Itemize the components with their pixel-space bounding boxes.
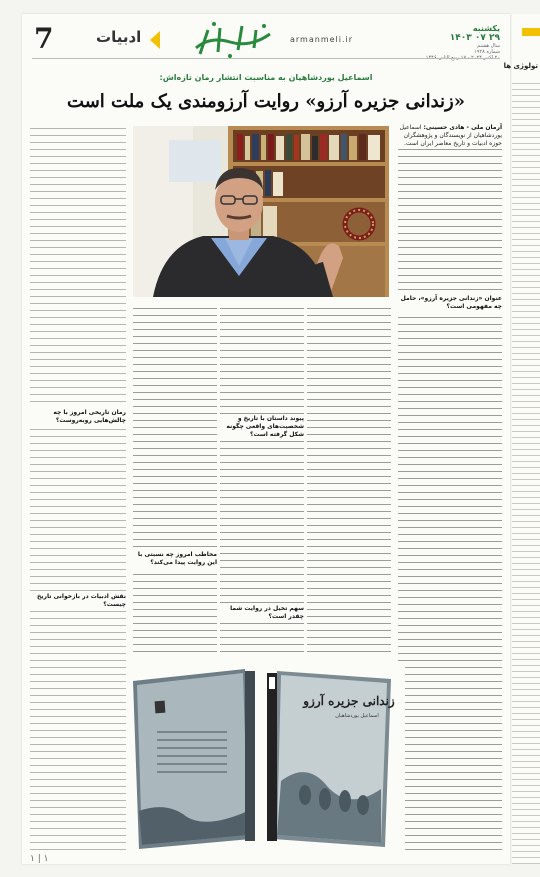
adjacent-text xyxy=(512,80,540,864)
text-column xyxy=(30,124,126,854)
text-column xyxy=(398,124,502,854)
issue-year: سال هشتم xyxy=(477,43,500,49)
lead-name: آرمان ملی - هادی حسینی: xyxy=(423,124,502,131)
adjacent-heading: تولوژی ها xyxy=(503,62,538,70)
question-6: مخاطب امروز چه نسبتی با این روایت پیدا می‌کند؟ xyxy=(133,550,217,568)
section-marker-icon xyxy=(150,31,160,49)
article-kicker: اسماعیل یوردشاهیان به مناسبت انتشار رمان تازه‌اش: xyxy=(159,73,373,82)
newspaper-page xyxy=(22,14,510,864)
issue-day: یکشنبه xyxy=(472,24,500,33)
text-column xyxy=(307,304,391,654)
issue-info xyxy=(402,24,500,61)
author-photo xyxy=(133,126,389,297)
adjacent-section-marker-icon xyxy=(522,28,540,36)
book-author: اسماعیل یوردشاهیان xyxy=(335,713,379,719)
question-3: سهم تخیل در روایت شما چقدر است؟ xyxy=(220,604,304,622)
page-footer: ۱ | ۱ xyxy=(30,854,49,864)
article-title: «زندانی جزیره آرزو» روایت آرزومندی یک ملت است xyxy=(67,91,465,112)
issue-number: شماره ۱۹۲۸ xyxy=(474,49,500,55)
adjacent-page xyxy=(503,14,540,864)
book-title: زندانی جزیره آرزو xyxy=(303,694,395,708)
text-column xyxy=(133,304,217,654)
article-lead xyxy=(398,124,502,148)
issue-date: ۲۹ ۰۷ ۱۴۰۳ xyxy=(449,33,500,43)
masthead xyxy=(32,22,500,56)
page-number: 7 xyxy=(34,22,54,55)
question-4: رمان تاریخی امروز با چه چالش‌هایی روبه‌روست؟ xyxy=(30,408,126,426)
book-covers xyxy=(127,661,405,856)
brand-logo xyxy=(190,18,276,60)
header-divider xyxy=(32,58,500,59)
section-label: ادبیات xyxy=(96,28,142,46)
question-2: پیوند داستان با تاریخ و شخصیت‌های واقعی چگونه شکل گرفته است؟ xyxy=(220,414,304,440)
lead-text: اسماعیل یوردشاهیان از نویسندگان و پژوهشگران حوزه ادبیات و تاریخ معاصر ایران است. xyxy=(399,124,502,147)
text-column xyxy=(220,304,304,654)
question-5: نقش ادبیات در بازخوانی تاریخ چیست؟ xyxy=(30,592,126,610)
site-url: armanmeli.ir xyxy=(290,35,354,44)
question-1: عنوان «زندانی جزیره آرزو»، حامل چه مفهومی است؟ xyxy=(398,294,502,312)
